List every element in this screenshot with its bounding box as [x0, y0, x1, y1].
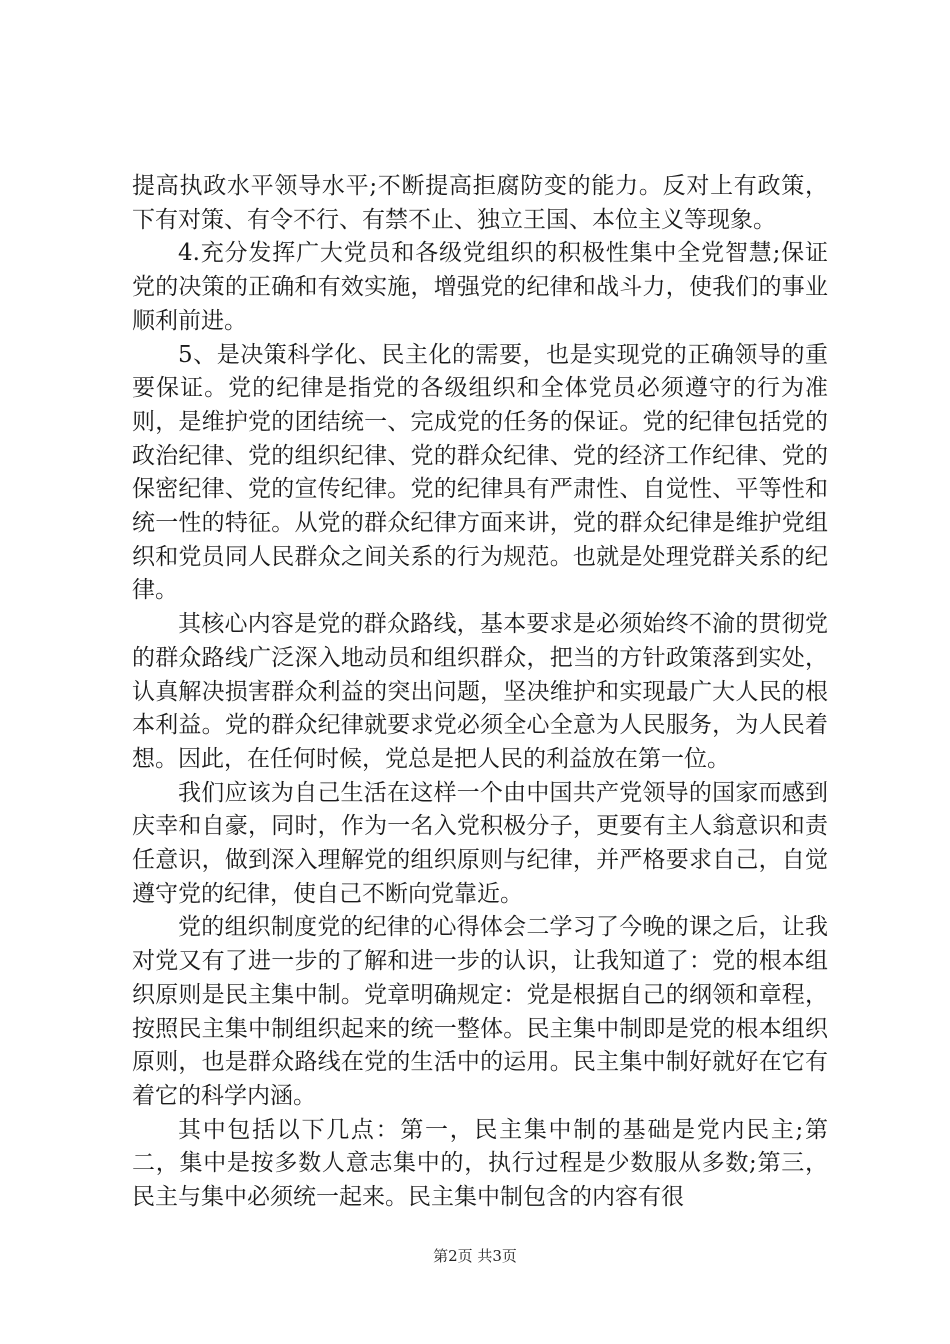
paragraph-point-4: 4.充分发挥广大党员和各级党组织的积极性集中全党智慧;保证党的决策的正确和有效实施，增强党的纪律和战斗力，使我们的事业顺利前进。 — [132, 240, 828, 334]
paragraph-points-list: 其中包括以下几点：第一，民主集中制的基础是党内民主;第二，集中是按多数人意志集中的，执行过程是少数服从多数;第三，民主与集中必须统一起来。民主集中制包含的内容有很 — [132, 1116, 828, 1211]
paragraph-reflection: 我们应该为自己生活在这样一个由中国共产党领导的国家而感到庆幸和自豪，同时，作为一名入党积极分子，更要有主人翁意识和责任意识，做到深入理解党的组织原则与纪律，并严格要求自己，自觉遵守党的纪律，使自己不断向党靠近。 — [132, 779, 828, 907]
paragraph-core-content: 其核心内容是党的群众路线，基本要求是必须始终不渝的贯彻党的群众路线广泛深入地动员和组织群众，把当的方针政策落到实处，认真解决损害群众利益的突出问题，坚决维护和实现最广大人民的根本利益。党的群众纪律就要求党必须全心全意为人民服务，为人民着想。因此，在任何时候，党总是把人民的利益放在第一位。 — [132, 611, 828, 772]
document-body — [132, 170, 828, 1215]
page-number-footer: 第2页 共3页 — [433, 1247, 517, 1265]
paragraph-continuation: 提高执政水平领导水平;不断提高拒腐防变的能力。反对上有政策，下有对策、有令不行、有禁不止、独立王国、本位主义等现象。 — [132, 173, 828, 233]
paragraph-point-5: 5、是决策科学化、民主化的需要，也是实现党的正确领导的重要保证。党的纪律是指党的各级组织和全体党员必须遵守的行为准则，是维护党的团结统一、完成党的任务的保证。党的纪律包括党的政治纪律、党的组织纪律、党的群众纪律、党的经济工作纪律、党的保密纪律、党的宣传纪律。党的纪律具有严肃性、自觉性、平等性和统一性的特征。从党的群众纪律方面来讲，党的群众纪律是维护党组织和党员同人民群众之间关系的行为规范。也就是处理党群关系的纪律。 — [132, 341, 828, 604]
paragraph-second-essay: 党的组织制度党的纪律的心得体会二学习了今晚的课之后，让我对党又有了进一步的了解和进一步的认识，让我知道了：党的根本组织原则是民主集中制。党章明确规定：党是根据自己的纲领和章程，按照民主集中制组织起来的统一整体。民主集中制即是党的根本组织原则，也是群众路线在党的生活中的运用。民主集中制好就好在它有着它的科学内涵。 — [132, 914, 828, 1109]
